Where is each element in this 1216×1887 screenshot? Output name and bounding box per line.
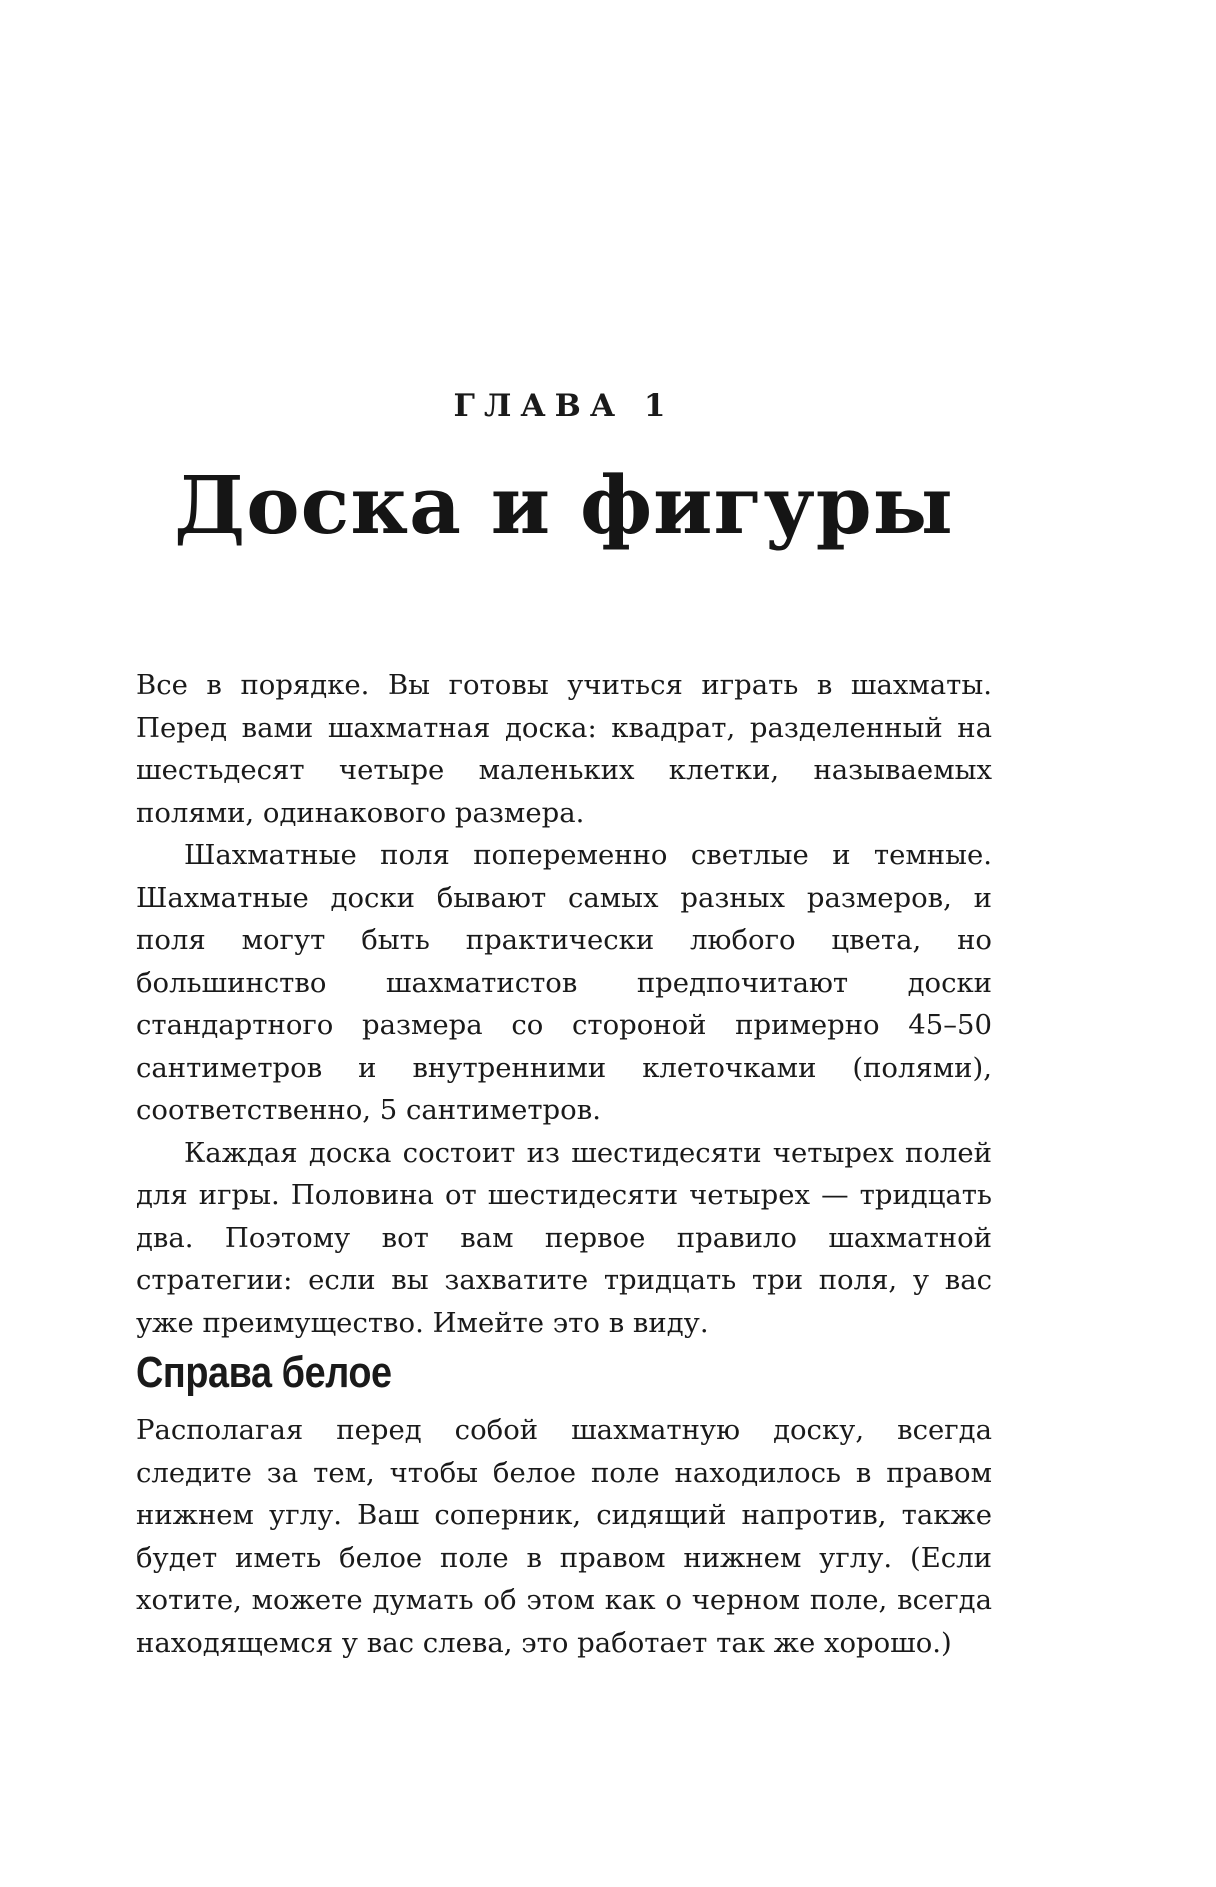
paragraph-1: Все в порядке. Вы готовы учиться играть в шахматы. Перед вами шахматная доска: квадрат, разделенный на шестьдесят четыре маленьких клетки, называемых полями, одинакового размера. — [136, 669, 992, 829]
section-text — [136, 1409, 992, 1664]
intro-text — [136, 664, 992, 1344]
section-heading: Справа белое — [136, 1348, 392, 1397]
section-paragraph-1: Располагая перед собой шахматную доску, всегда следите за тем, чтобы белое поле находилось в правом нижнем углу. Ваш соперник, сидящий напротив, также будет иметь белое поле в правом нижнем углу. (Если хотите, можете думать об этом как о черном поле, всегда находящемся у вас слева, это работает так же хорошо.) — [136, 1414, 992, 1659]
chapter-label: ГЛАВА 1 — [453, 388, 675, 424]
paragraph-3: Каждая доска состоит из шестидесяти четырех полей для игры. Половина от шестидесяти четырех — тридцать два. Поэтому вот вам первое правило шахматной стратегии: если вы захватите тридцать три поля, у вас уже преимущество. Имейте это в виду. — [136, 1136, 992, 1339]
chapter-title: Доска и фигуры — [174, 458, 954, 552]
paragraph-2: Шахматные поля попеременно светлые и темные. Шахматные доски бывают самых разных размеров, и поля могут быть практически любого цвета, но большинство шахматистов предпочитают доски стандартного размера со стороной примерно 45–50 сантиметров и внутренними клеточками (полями), соответственно, 5 сантиметров. — [136, 839, 992, 1126]
